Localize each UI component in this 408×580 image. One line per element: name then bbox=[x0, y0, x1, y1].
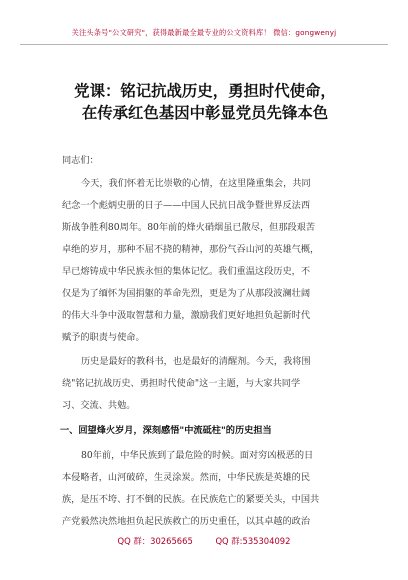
body-line: 早已熔铸成中华民族永恒的集体记忆。我们重温这段历史，不 bbox=[62, 266, 311, 277]
body-line: 80年前，中华民族到了最危险的时候。面对穷凶极恶的日 bbox=[81, 450, 314, 461]
body-line: 习、交流、共勉。 bbox=[62, 400, 136, 411]
section-heading: 一、回望烽火岁月，深刻感悟"中流砥柱"的历史担当 bbox=[60, 425, 272, 436]
header-promo-note: 关注头条号"公文研究"，获得最新最全最专业的公文资料库！ 微信：gongwenyj bbox=[71, 28, 337, 37]
salutation: 同志们： bbox=[62, 155, 99, 166]
document-title-line-1: 党课：铭记抗战历史，勇担时代使命， bbox=[74, 82, 336, 100]
footer-qq-group-1: QQ 群：30265665 bbox=[117, 536, 193, 546]
body-line: 本侵略者，山河破碎，生灵涂炭。然而，中华民族是英雄的民 bbox=[62, 472, 311, 483]
body-line: 今天，我们怀着无比崇敬的心情，在这里隆重集会，共同 bbox=[81, 178, 311, 189]
footer-qq-note bbox=[0, 535, 408, 547]
body-line: 族，是压不垮、打不倒的民族。在民族危亡的紧要关头，中国共 bbox=[62, 494, 320, 505]
body-line: 斯战争胜利80周年。80年前的烽火硝烟虽已散尽，但那段艰苦 bbox=[62, 222, 316, 233]
body-line: 仅是为了缅怀为国捐躯的革命先烈，更是为了从那段波澜壮阔 bbox=[62, 288, 311, 299]
document-title-line-2: 在传承红色基因中彰显党员先锋本色 bbox=[81, 104, 329, 122]
body-line: 产党毅然决然地担负起民族救亡的历史重任，以其卓越的政治 bbox=[62, 516, 311, 527]
body-line: 纪念一个彪炳史册的日子——中国人民抗日战争暨世界反法西 bbox=[62, 200, 311, 211]
body-line: 历史是最好的教科书，也是最好的清醒剂。今天，我将围 bbox=[81, 356, 311, 367]
body-line: 赋予的职责与使命。 bbox=[62, 332, 145, 343]
body-line: 的伟大斗争中汲取智慧和力量，激励我们更好地担负起新时代 bbox=[62, 310, 311, 321]
body-line: 绕"铭记抗战历史、勇担时代使命"这一主题，与大家共同学 bbox=[62, 378, 301, 389]
footer-qq-group-2: QQ 群:535304092 bbox=[215, 536, 291, 546]
header-divider bbox=[20, 44, 388, 45]
body-line: 卓绝的岁月，那种不屈不挠的精神，那份气吞山河的英雄气概， bbox=[62, 244, 320, 255]
